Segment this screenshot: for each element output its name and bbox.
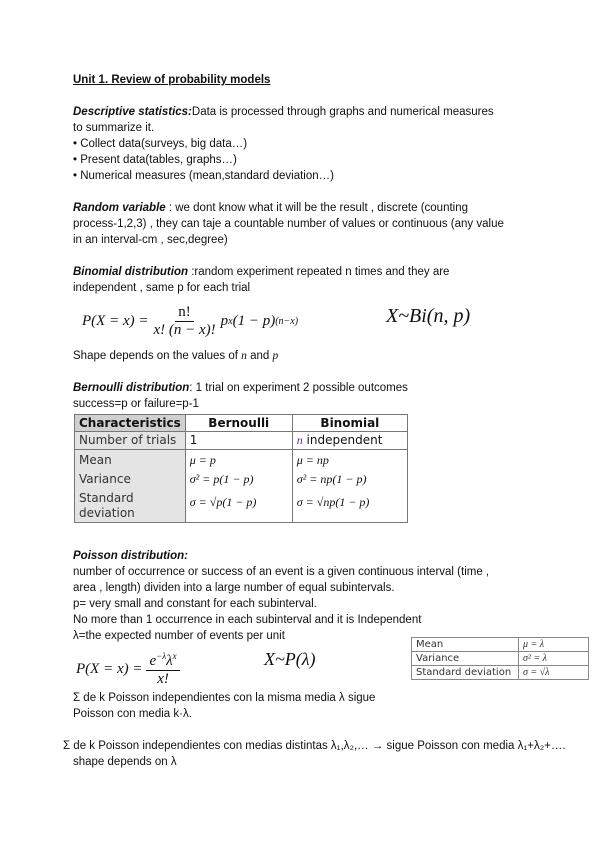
table-header: Bernoulli xyxy=(185,415,292,432)
random-variable-line-3: in an interval-cm , sec,degree) xyxy=(73,234,228,246)
list-item: • Present data(tables, graphs…) xyxy=(73,154,237,166)
table-cell-n: n xyxy=(296,433,303,447)
bernoulli-line-1: : 1 trial on experiment 2 possible outcomes xyxy=(189,382,408,394)
binomial-formula-p: p xyxy=(220,312,229,329)
bernoulli-sd: σ = √p(1 − p) xyxy=(189,495,257,509)
binomial-exponent-x: x xyxy=(228,315,233,327)
bernoulli-binomial-table xyxy=(74,414,408,523)
binomial-shape-and: and xyxy=(246,350,273,362)
bernoulli-line-2: success=p or failure=p-1 xyxy=(73,398,199,410)
binomial-exponent-n-x: (n−x) xyxy=(275,315,299,327)
table-cell: Variance xyxy=(412,652,519,666)
descriptive-statistics-text: Data is processed through graphs and numerical measures xyxy=(191,106,494,118)
binomial-formula xyxy=(82,300,298,342)
binomial-formula-mid: (1 − p) xyxy=(232,312,276,329)
table-row xyxy=(412,652,589,666)
poisson-notation: X~P(λ) xyxy=(264,649,316,669)
table-row xyxy=(75,450,408,523)
table-cell: 1 xyxy=(185,432,292,450)
table-cell xyxy=(292,432,407,450)
table-label-mean: Mean xyxy=(79,453,112,467)
poisson-fraction-denominator: x! xyxy=(157,670,169,687)
poisson-sum-note-1: Σ de k Poisson independientes con la misma media λ sigue xyxy=(73,692,376,704)
poisson-line: λ=the expected number of events per unit xyxy=(73,630,285,642)
descriptive-statistics-text-2: to summarize it. xyxy=(73,122,155,134)
table-cell-independent: independent xyxy=(302,433,383,447)
list-item: • Collect data(surveys, big data…) xyxy=(73,138,248,150)
table-cell-binomial-formulas xyxy=(292,450,407,523)
bernoulli-variance: σ² = p(1 − p) xyxy=(189,472,254,486)
poisson-fraction-numerator: $e^{-\lambda}\lambda^x$ xyxy=(146,651,179,671)
descriptive-statistics-paragraph xyxy=(73,104,494,120)
binomial-formula-lhs: P(X = x) = xyxy=(82,312,149,329)
table-header: Characteristics xyxy=(75,415,186,432)
table-cell: μ = λ xyxy=(519,638,589,652)
poisson-line: area , length) dividen into a large number of equal subintervals. xyxy=(73,582,395,594)
table-cell: Number of trials xyxy=(75,432,186,450)
page-title: Unit 1. Review of probability models xyxy=(73,74,271,86)
table-cell: σ = √λ xyxy=(519,666,589,680)
binomial-paragraph xyxy=(73,264,449,280)
poisson-sum-note-3: Σ de k Poisson independientes con medias distintas λ₁,λ₂,… → sigue Poisson con media λ₁+λ₂+…. xyxy=(63,740,566,752)
binomial-mean: μ = np xyxy=(296,453,329,467)
poisson-fraction xyxy=(146,651,179,688)
poisson-formula-lhs: P(X = x) = xyxy=(76,660,143,677)
poisson-shape-note: shape depends on λ xyxy=(73,756,177,768)
binomial-fraction xyxy=(150,304,218,339)
random-variable-line-1: : we dont know what it will be the result , discrete (counting xyxy=(165,202,469,214)
bernoulli-paragraph xyxy=(73,380,408,396)
descriptive-statistics-heading: Descriptive statistics: xyxy=(73,106,192,118)
poisson-line: p= very small and constant for each subinterval. xyxy=(73,598,317,610)
random-variable-line-2: process-1,2,3) , they can taje a countable number of values or continuous (any value xyxy=(73,218,504,230)
binomial-notation: X~Bi(n, p) xyxy=(386,305,471,327)
table-cell-labels xyxy=(75,450,186,523)
table-row xyxy=(412,666,589,680)
table-row xyxy=(75,432,408,450)
binomial-variance: σ² = np(1 − p) xyxy=(296,472,367,486)
binomial-fraction-denominator: x! (n − x)! xyxy=(153,321,216,338)
bernoulli-mean: μ = p xyxy=(189,453,216,467)
binomial-sd: σ = √np(1 − p) xyxy=(296,495,370,509)
table-label-standard: Standard xyxy=(79,491,134,505)
table-cell: σ² = λ xyxy=(519,652,589,666)
table-cell: Mean xyxy=(412,638,519,652)
poisson-sum-note-2: Poisson con media k·λ. xyxy=(73,708,192,720)
list-item: • Numerical measures (mean,standard deviation…) xyxy=(73,170,334,182)
binomial-fraction-numerator: n! xyxy=(175,304,194,322)
table-cell-bernoulli-formulas xyxy=(185,450,292,523)
random-variable-paragraph xyxy=(73,200,468,216)
binomial-shape-text: Shape depends on the values of xyxy=(73,350,242,362)
table-label-deviation: deviation xyxy=(79,506,135,520)
table-label-variance: Variance xyxy=(79,472,131,486)
binomial-line-1: :random experiment repeated n times and they are xyxy=(188,266,450,278)
poisson-line: number of occurrence or success of an event is a given continuous interval (time , xyxy=(73,566,490,578)
table-header-row xyxy=(75,415,408,432)
table-cell: Standard deviation xyxy=(412,666,519,680)
binomial-line-2: independent , same p for each trial xyxy=(73,282,251,294)
table-header: Binomial xyxy=(292,415,407,432)
poisson-heading: Poisson distribution: xyxy=(73,550,188,562)
table-row xyxy=(412,638,589,652)
random-variable-heading: Random variable xyxy=(73,202,166,214)
binomial-heading: Binomial distribution xyxy=(73,266,188,278)
poisson-table xyxy=(411,637,589,680)
poisson-line: No more than 1 occurrence in each subinterval and it is Independent xyxy=(73,614,422,626)
binomial-shape-n: n xyxy=(241,350,247,362)
bernoulli-heading: Bernoulli distribution xyxy=(73,382,190,394)
binomial-shape-note xyxy=(73,348,278,364)
poisson-formula xyxy=(76,650,180,688)
binomial-shape-p: p xyxy=(272,350,279,362)
